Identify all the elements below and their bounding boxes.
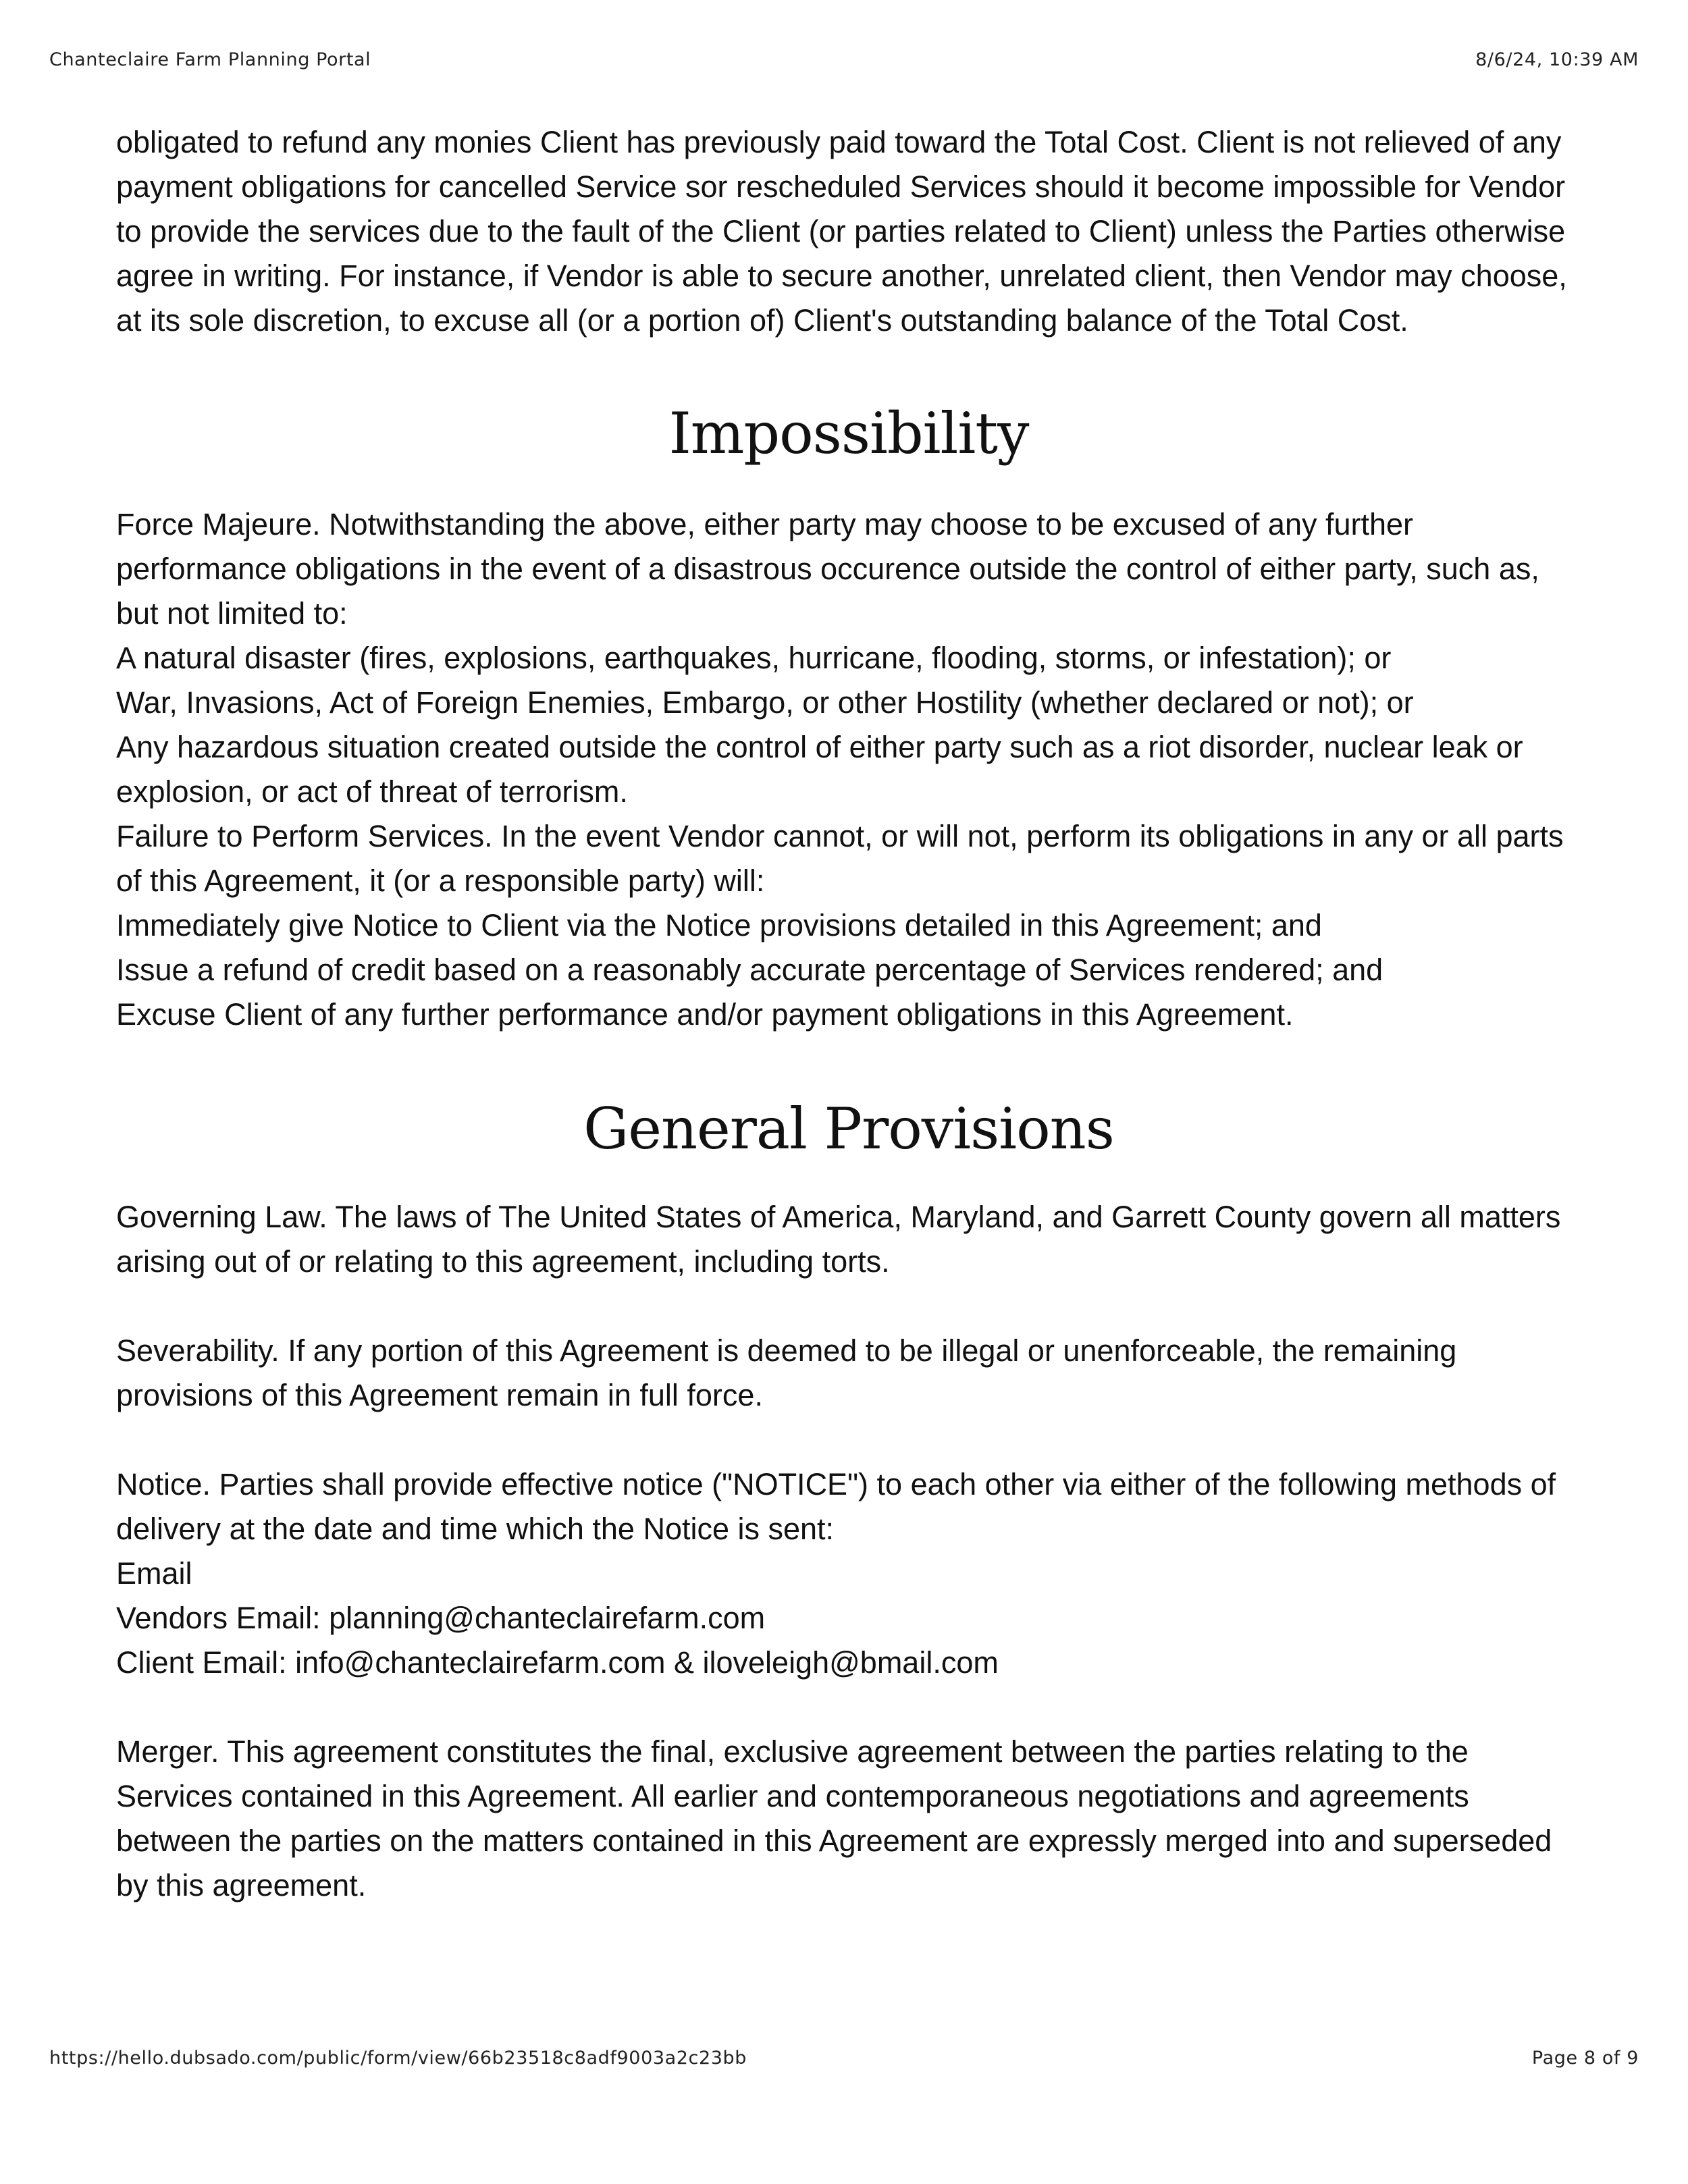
vendor-email: Vendors Email: planning@chanteclairefarm.com [116, 1601, 766, 1635]
notice-paragraph: Notice. Parties shall provide effective notice ("NOTICE") to each other via either of the following methods of delivery at the date and time which the Notice is sent: [116, 1467, 1556, 1546]
print-header [49, 46, 1639, 73]
force-majeure-item: War, Invasions, Act of Foreign Enemies, Embargo, or other Hostility (whether declared or not); or [116, 685, 1414, 720]
merger-paragraph: Merger. This agreement constitutes the final, exclusive agreement between the parties relating to the Services contained in this Agreement. All earlier and contemporaneous negotiations and agreements between the parties on the matters contained in this Agreement are expressly merged into and superseded by this agreement. [116, 1734, 1552, 1902]
general-provisions-heading: General Provisions [583, 1096, 1114, 1162]
impossibility-heading: Impossibility [668, 400, 1029, 467]
print-timestamp: 8/6/24, 10:39 AM [1475, 49, 1639, 70]
page-url: https://hello.dubsado.com/public/form/view/66b23518c8adf9003a2c23bb [49, 2047, 747, 2069]
failure-item: Excuse Client of any further performance and/or payment obligations in this Agreement. [116, 997, 1294, 1032]
cancellation-continued-paragraph: obligated to refund any monies Client has previously paid toward the Total Cost. Client is not relieved of any payment obligations for cancelled Service sor rescheduled Services should it become impossible for Vendor to provide the services due to the fault of the Client (or parties related to Client) unless the Parties otherwise agree in writing. For instance, if Vendor is able to secure another, unrelated client, then Vendor may choose, at its sole discretion, to excuse all (or a portion of) Client's outstanding balance of the Total Cost. [116, 125, 1567, 338]
failure-to-perform-paragraph: Failure to Perform Services. In the event Vendor cannot, or will not, perform its obligations in any or all parts of this Agreement, it (or a responsible party) will: [116, 819, 1564, 898]
page-indicator: Page 8 of 9 [1531, 2047, 1639, 2069]
paragraph-spacer [116, 1284, 1581, 1329]
failure-item: Issue a refund of credit based on a reasonably accurate percentage of Services rendered; and [116, 953, 1383, 987]
force-majeure-item: A natural disaster (fires, explosions, earthquakes, hurricane, flooding, storms, or infestation); or [116, 641, 1392, 675]
print-footer [49, 2044, 1639, 2071]
governing-law-paragraph: Governing Law. The laws of The United States of America, Maryland, and Garrett County govern all matters arising out of or relating to this agreement, including torts. [116, 1200, 1561, 1279]
force-majeure-paragraph: Force Majeure. Notwithstanding the above, either party may choose to be excused of any further performance obligations in the event of a disastrous occurence outside the control of either party, such as, but not limited to: [116, 507, 1539, 631]
paragraph-spacer [116, 1418, 1581, 1462]
contract-content [116, 120, 1581, 1908]
severability-paragraph: Severability. If any portion of this Agreement is deemed to be illegal or unenforceable, the remaining provisions of this Agreement remain in full force. [116, 1333, 1457, 1412]
failure-item: Immediately give Notice to Client via the Notice provisions detailed in this Agreement; and [116, 908, 1322, 942]
notice-method: Email [116, 1556, 192, 1591]
client-email: Client Email: info@chanteclairefarm.com & iloveleigh@bmail.com [116, 1645, 999, 1680]
force-majeure-item: Any hazardous situation created outside the control of either party such as a riot disorder, nuclear leak or explosion, or act of threat of terrorism. [116, 730, 1523, 809]
paragraph-spacer [116, 1685, 1581, 1730]
site-title: Chanteclaire Farm Planning Portal [49, 49, 371, 70]
